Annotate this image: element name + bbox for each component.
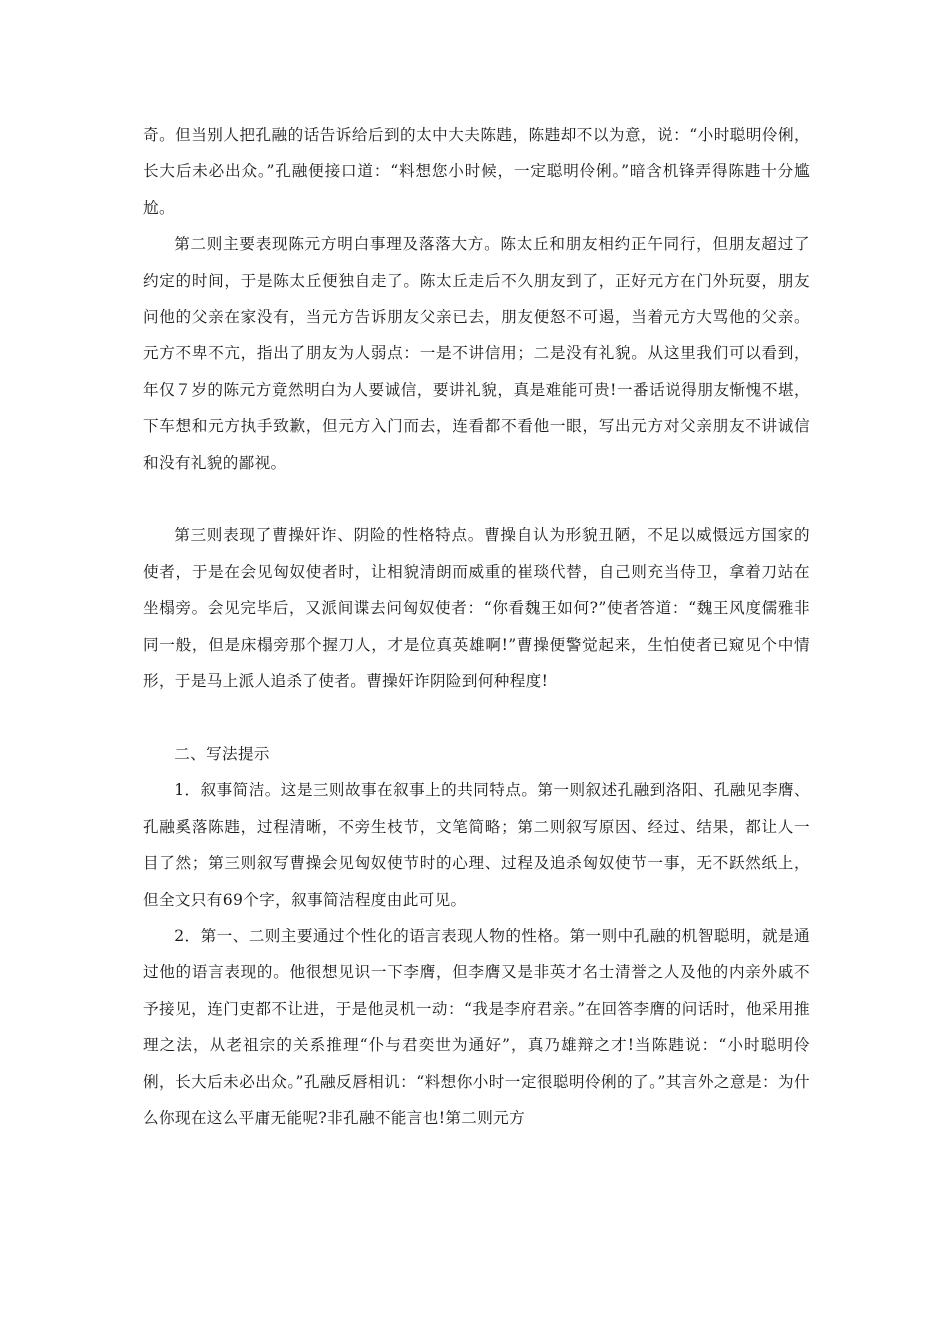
section-heading-writing-tips: 二、写法提示: [174, 744, 270, 763]
paragraph-tip-2: 2．第一、二则主要通过个性化的语言表现人物的性格。第一则中孔融的机智聪明，就是通过他的语言表现的。他很想见识一下李膺，但李膺又是非英才名士清誉之人及他的内亲外戚不予接见，连门吏都不让进，于是他灵机一动：“我是李府君亲。”在回答李膺的问话时，他采用推理之法，从老祖宗的关系推理“仆与君奕世为通好”，真乃雄辩之才!当陈韪说：“小时聪明伶俐，长大后未必出众。”孔融反唇相讥：“料想你小时一定很聪明伶俐的了。”其言外之意是：为什么你现在这么平庸无能呢?非孔融不能言也!第二则元方: [143, 926, 810, 1127]
blank-line: [143, 481, 810, 517]
blank-line: [143, 699, 810, 735]
paragraph-kongrong-continuation: 奇。但当别人把孔融的话告诉给后到的太中大夫陈韪，陈韪却不以为意，说：“小时聪明伶俐，长大后未必出众。”孔融便接口道：“料想您小时候，一定聪明伶俐。”暗含机锋弄得陈韪十分尴尬。: [143, 126, 810, 217]
paragraph-tip-1: 1．叙事简洁。这是三则故事在叙事上的共同特点。第一则叙述孔融到洛阳、孔融见李膺、孔融奚落陈韪，过程清晰，不旁生枝节，文笔简略；第二则叙写原因、经过、结果，都让人一目了然；第三则叙写曹操会见匈奴使节时的心理、过程及追杀匈奴使节一事，无不跃然纸上，但全文只有69个字，叙事简洁程度由此可见。: [143, 781, 810, 909]
paragraph-third-story: 第三则表现了曹操奸诈、阴险的性格特点。曹操自认为形貌丑陋，不足以威慑远方国家的使者，于是在会见匈奴使者时，让相貌清朗而威重的崔琰代替，自己则充当侍卫，拿着刀站在坐榻旁。会见完毕后，又派间谍去问匈奴使者：“你看魏王如何?”使者答道：“魏王风度儒雅非同一般，但是床榻旁那个握刀人，才是位真英雄啊!”曹操便警觉起来，生怕使者已窥见个中情形，于是马上派人追杀了使者。曹操奸诈阴险到何种程度!: [143, 526, 810, 691]
document-body: [143, 117, 810, 1136]
paragraph-second-story: 第二则主要表现陈元方明白事理及落落大方。陈太丘和朋友相约正午同行，但朋友超过了约定的时间，于是陈太丘便独自走了。陈太丘走后不久朋友到了，正好元方在门外玩耍，朋友问他的父亲在家没有，当元方告诉朋友父亲已去，朋友便怒不可遏，当着元方大骂他的父亲。元方不卑不亢，指出了朋友为人弱点：一是不讲信用；二是没有礼貌。从这里我们可以看到，年仅７岁的陈元方竟然明白为人要诚信，要讲礼貌，真是难能可贵!一番话说得朋友惭愧不堪，下车想和元方执手致歉，但元方入门而去，连看都不看他一眼，写出元方对父亲朋友不讲诚信和没有礼貌的鄙视。: [143, 235, 810, 472]
